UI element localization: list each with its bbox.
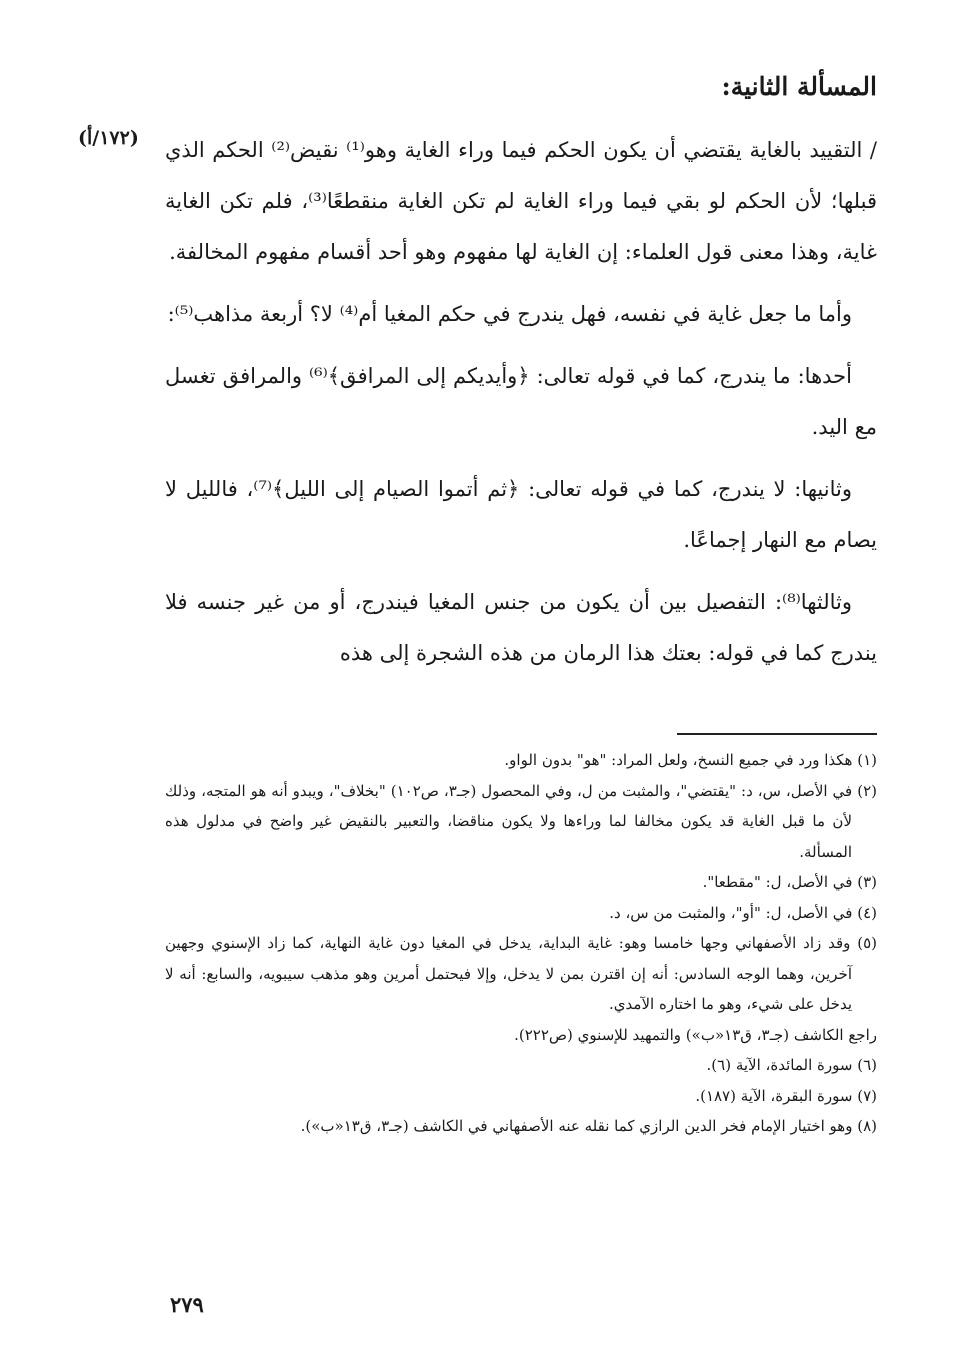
footnote-separator xyxy=(677,733,877,735)
footnote: (١) هكذا ورد في جميع النسخ، ولعل المراد: "هو" بدون الواو. xyxy=(504,751,877,769)
footnote: (٨) وهو اختيار الإمام فخر الدين الرازي كما نقله عنه الأصفهاني في الكاشف (جـ٣، ق١٣«ب»). xyxy=(300,1117,877,1135)
footnote: (٥) وقد زاد الأصفهاني وجها خامسا وهو: غاية البداية، يدخل في المغيا دون غاية النهاية، كما زاد الإسنوي وجهين آخرين، وهما الوجه السادس: أنه إن اقترن بمن لا يدخل، وإلا فيحتمل أمرين وهو مذهب سيبويه، والسابع: أنه لا يدخل على شيء، وهو ما اختاره الآمدي. xyxy=(165,934,877,1013)
footnote: (٢) في الأصل، س، د: "يقتضي"، والمثبت من ل، وفي المحصول (جـ٣، ص١٠٢) "بخلاف"، ويبدو أنه هو المتجه، وذلك لأن ما قبل الغاية قد يكون مخالفا لما وراءها ولا يكون مناقضا، والتعبير بالنقيض غير واضح في مدلول هذه المسألة. xyxy=(165,781,877,861)
footnote: (٦) سورة المائدة، الآية (٦). xyxy=(706,1056,877,1074)
paragraph: وثالثها⁽⁸⁾: التفصيل بين أن يكون من جنس المغيا فيندرج، أو من غير جنسه فلا يندرج كما في قوله: بعتك هذا الرمان من هذه الشجرة إلى هذه xyxy=(165,590,877,665)
paragraph: وأما ما جعل غاية في نفسه، فهل يندرج في حكم المغيا أم⁽⁴⁾ لا؟ أربعة مذاهب⁽⁵⁾: xyxy=(167,302,852,326)
manuscript-folio-reference: (١٧٢/أ) xyxy=(78,127,139,149)
footnote: (٣) في الأصل، ل: "مقطعا". xyxy=(702,873,877,891)
footnotes xyxy=(165,745,877,1142)
main-text xyxy=(165,125,877,690)
footnote: (٧) سورة البقرة، الآية (١٨٧). xyxy=(695,1086,877,1105)
footnote: (٤) في الأصل، ل: "أو"، والمثبت من س، د. xyxy=(609,903,877,922)
section-heading: المسألة الثانية: xyxy=(721,72,877,101)
page-number: ٢٧٩ xyxy=(170,1292,204,1317)
paragraph: أحدها: ما يندرج، كما في قوله تعالى: ﴿وأيديكم إلى المرافق﴾⁽⁶⁾ والمرافق تغسل مع اليد. xyxy=(165,364,877,439)
footnote-reference-line: راجع الكاشف (جـ٣، ق١٣«ب») والتمهيد للإسنوي (ص٢٢٢). xyxy=(514,1025,877,1044)
paragraph: وثانيها: لا يندرج، كما في قوله تعالى: ﴿ثم أتموا الصيام إلى الليل﴾⁽⁷⁾، فالليل لا يصام مع النهار إجماعًا. xyxy=(165,477,877,552)
paragraph: / التقييد بالغاية يقتضي أن يكون الحكم فيما وراء الغاية وهو⁽¹⁾ نقيض⁽²⁾ الحكم الذي قبلها؛ لأن الحكم لو بقي فيما وراء الغاية لم تكن الغاية منقطعًا⁽³⁾، فلم تكن الغاية غاية، وهذا معنى قول العلماء: إن الغاية لها مفهوم وهو أحد أقسام مفهوم المخالفة. xyxy=(165,138,877,264)
